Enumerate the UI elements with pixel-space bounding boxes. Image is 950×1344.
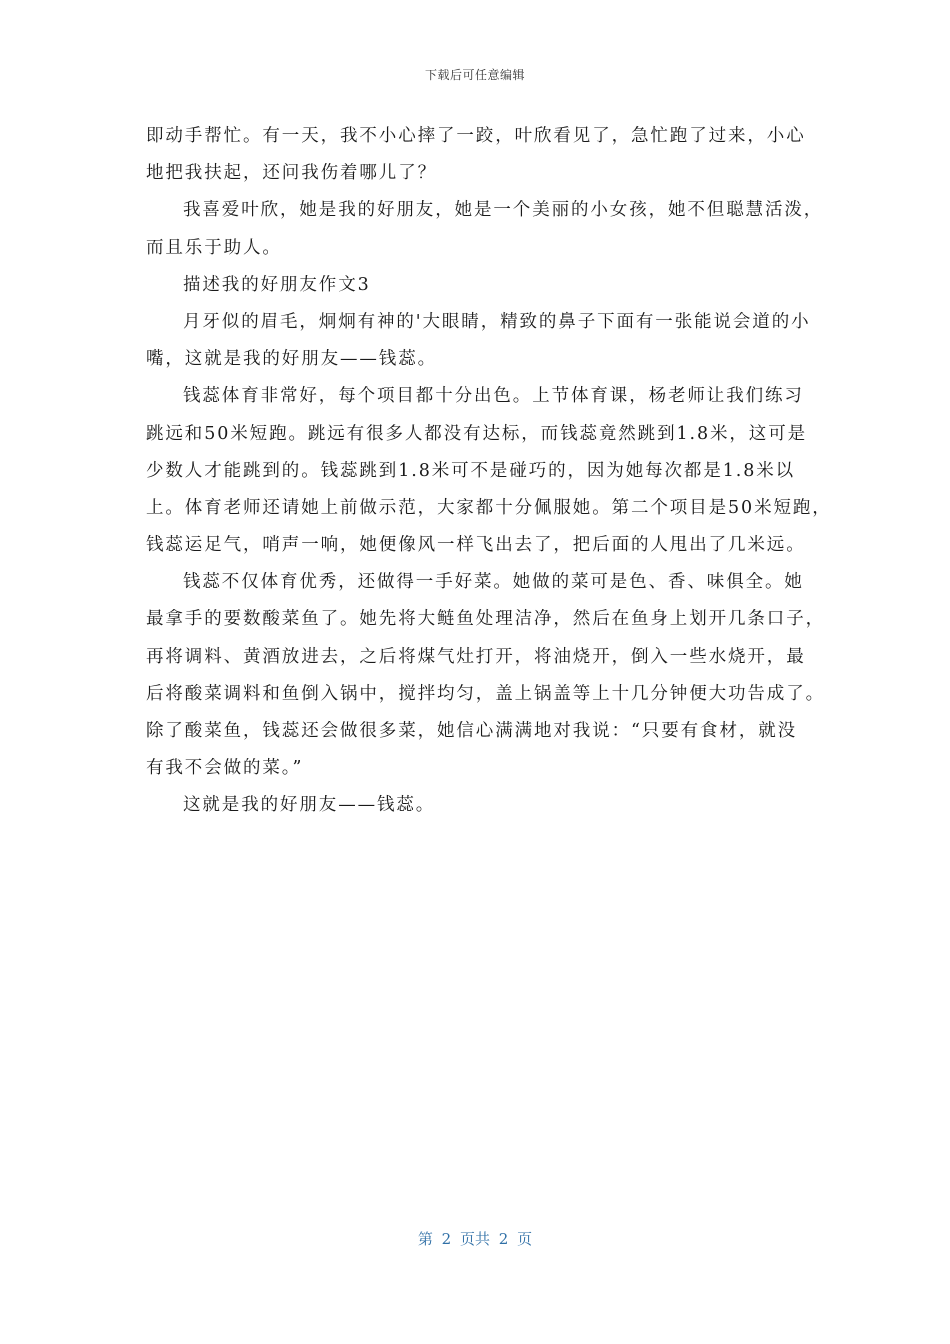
text-line: 钱蕊体育非常好，每个项目都十分出色。上节体育课，杨老师让我们练习 (183, 386, 804, 407)
text-line: 这就是我的好朋友——钱蕊。 (183, 795, 436, 816)
text-line: 地把我扶起，还问我伤着哪儿了？ (146, 163, 437, 184)
text-line: 嘴，这就是我的好朋友——钱蕊。 (146, 349, 437, 370)
document-body (146, 118, 832, 825)
text-line: 再将调料、黄酒放进去，之后将煤气灶打开，将油烧开，倒入一些水烧开，最 (146, 646, 806, 667)
text-line: 我喜爱叶欣，她是我的好朋友，她是一个美丽的小女孩，她不但聪慧活泼， (183, 200, 824, 221)
text-line: 后将酸菜调料和鱼倒入锅中，搅拌均匀，盖上锅盖等上十几分钟便大功告成了。 (146, 683, 825, 704)
text-line: 跳远和50米短跑。跳远有很多人都没有达标，而钱蕊竟然跳到1.8米，这可是 (146, 423, 807, 444)
text-line: 最拿手的要数酸菜鱼了。她先将大鲢鱼处理洁净，然后在鱼身上划开几条口子， (146, 609, 825, 630)
text-line: 即动手帮忙。有一天，我不小心摔了一跤，叶欣看见了，急忙跑了过来，小心 (146, 126, 806, 146)
text-line: 有我不会做的菜。” (146, 758, 304, 779)
text-line: 钱蕊运足气，哨声一响，她便像风一样飞出去了，把后面的人甩出了几米远。 (146, 535, 806, 556)
text-line: 而且乐于助人。 (146, 237, 282, 258)
text-line: 钱蕊不仅体育优秀，还做得一手好菜。她做的菜可是色、香、味俱全。她 (183, 572, 804, 593)
page-footer: 第 2 页共 2 页 (417, 1230, 533, 1248)
text-line: 除了酸菜鱼，钱蕊还会做很多菜，她信心满满地对我说：“只要有食材，就没 (146, 721, 798, 741)
text-line: 上。体育老师还请她上前做示范，大家都十分佩服她。第二个项目是50米短跑， (146, 497, 832, 518)
text-line: 月牙似的眉毛，炯炯有神的'大眼睛，精致的鼻子下面有一张能说会道的小 (183, 311, 811, 332)
section-heading: 描述我的好朋友作文3 (183, 274, 371, 295)
page-header: 下载后可任意编辑 (424, 68, 525, 82)
text-line: 少数人才能跳到的。钱蕊跳到1.8米可不是碰巧的，因为她每次都是1.8米以 (146, 460, 796, 481)
